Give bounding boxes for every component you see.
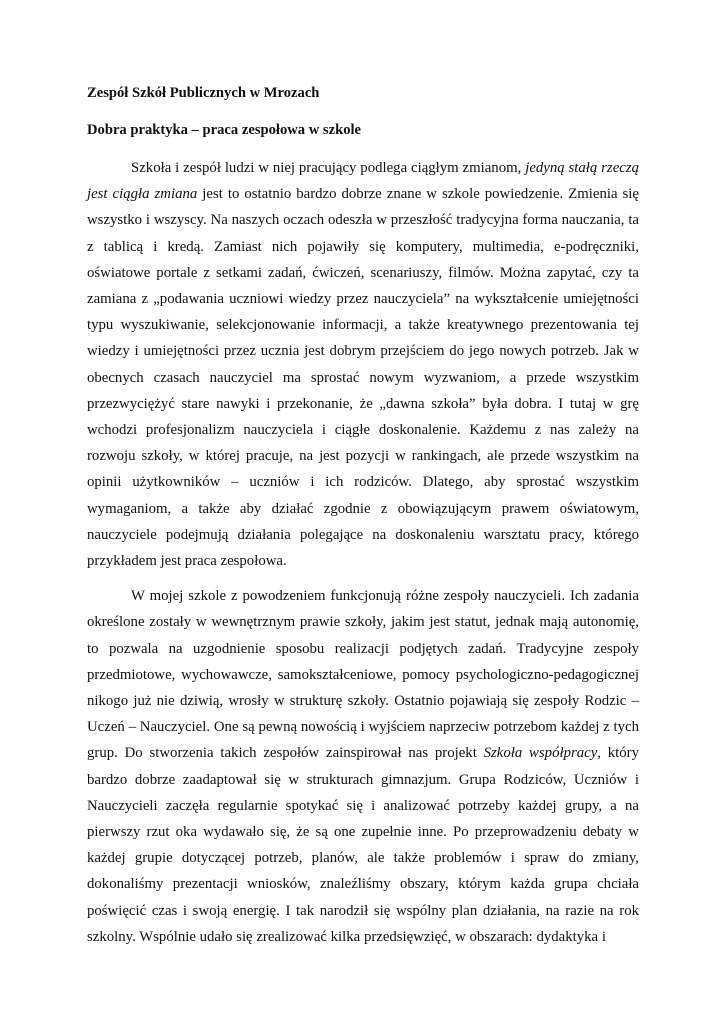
paragraph-2-text-a: W mojej szkole z powodzeniem funkcjonują różne zespoły nauczycieli. Ich zadania określone zostały w wewnętrznym prawie szkoły, jakim jest statut, jednak mają autonomię, to pozwala na uzgodnienie sposobu realizacji podjętych zadań. Tradycyjne zespoły przedmiotowe, wychowawcze, samokształceniowe, pomocy psychologiczno-pedagogicznej nikogo już nie dziwią, wrosły w strukturę szkoły. Ostatnio pojawiają się zespoły Rodzic – Uczeń – Nauczyciel. One są pewną nowością i wyjściem naprzeciw potrzebom każdej z tych grup. Do stworzenia takich zespołów zainspirował nas projekt — [87, 588, 639, 762]
paragraph-1 — [87, 155, 639, 574]
paragraph-1-text-b: jest to ostatnio bardzo dobrze znane w szkole powiedzenie. Zmienia się wszystko i wszyscy. Na naszych oczach odeszła w przeszłość tradycyjna forma nauczania, ta z tablicą i kredą. Zamiast nich pojawiły się komputery, multimedia, e-podręczniki, oświatowe portale z setkami zadań, ćwiczeń, scenariuszy, filmów. Można zapytać, czy ta zamiana z „podawania uczniowi wiedzy przez nauczyciela” na wykształcenie umiejętności typu wyszukiwanie, selekcjonowanie informacji, a także kreatywnego prezentowania tej wiedzy i umiejętności przez ucznia jest dobrym przejściem do jego nowych potrzeb. Jak w obecnych czasach nauczyciel ma sprostać nowym wyzwaniom, a przede wszystkim przezwyciężyć stare nawyki i przekonanie, że „dawna szkoła” była dobra. I tutaj w grę wchodzi profesjonalizm nauczyciela i ciągłe doskonalenie. Każdemu z nas zależy na rozwoju szkoły, w której pracuje, na jest pozycji w rankingach, ale przede wszystkim na opinii użytkowników – uczniów i ich rodziców. Dlatego, aby sprostać wszystkim wymaganiom, a także aby działać zgodnie z obowiązującym prawem oświatowym, nauczyciele podejmują działania polegające na doskonaleniu warsztatu pracy, którego przykładem jest praca zespołowa. — [87, 186, 639, 570]
paragraph-1-italic-quote: jedyną stałą rzeczą jest ciągła zmiana — [87, 160, 639, 203]
document-title: Dobra praktyka – praca zespołowa w szkole — [87, 122, 362, 138]
document-body — [87, 84, 639, 959]
school-name-heading: Zespół Szkół Publicznych w Mrozach — [87, 85, 320, 101]
paragraph-2-italic-project-name: Szkoła współpracy — [483, 745, 598, 762]
paragraph-2 — [87, 583, 639, 950]
paragraph-2-text-b: , który bardzo dobrze zaadaptował się w strukturach gimnazjum. Grupa Rodziców, Uczniów i Nauczycieli zaczęła regularnie spotykać się i analizować potrzeby każdej grupy, a na pierwszy rzut oka wydawało się, że są one zupełnie inne. Po przeprowadzeniu debaty w każdej grupie dotyczącej potrzeb, planów, ale także problemów i spraw do zmiany, dokonaliśmy prezentacji wniosków, znaleźliśmy obszary, którym każda grupa chciała poświęcić czas i swoją energię. I tak narodził się wspólny plan działania, na razie na rok szkolny. Wspólnie udało się zrealizować kilka przedsięwzięć, w obszarach: dydaktyka i — [87, 745, 640, 945]
paragraph-1-text-a: Szkoła i zespół ludzi w niej pracujący podlega ciągłym zmianom, — [131, 160, 526, 176]
